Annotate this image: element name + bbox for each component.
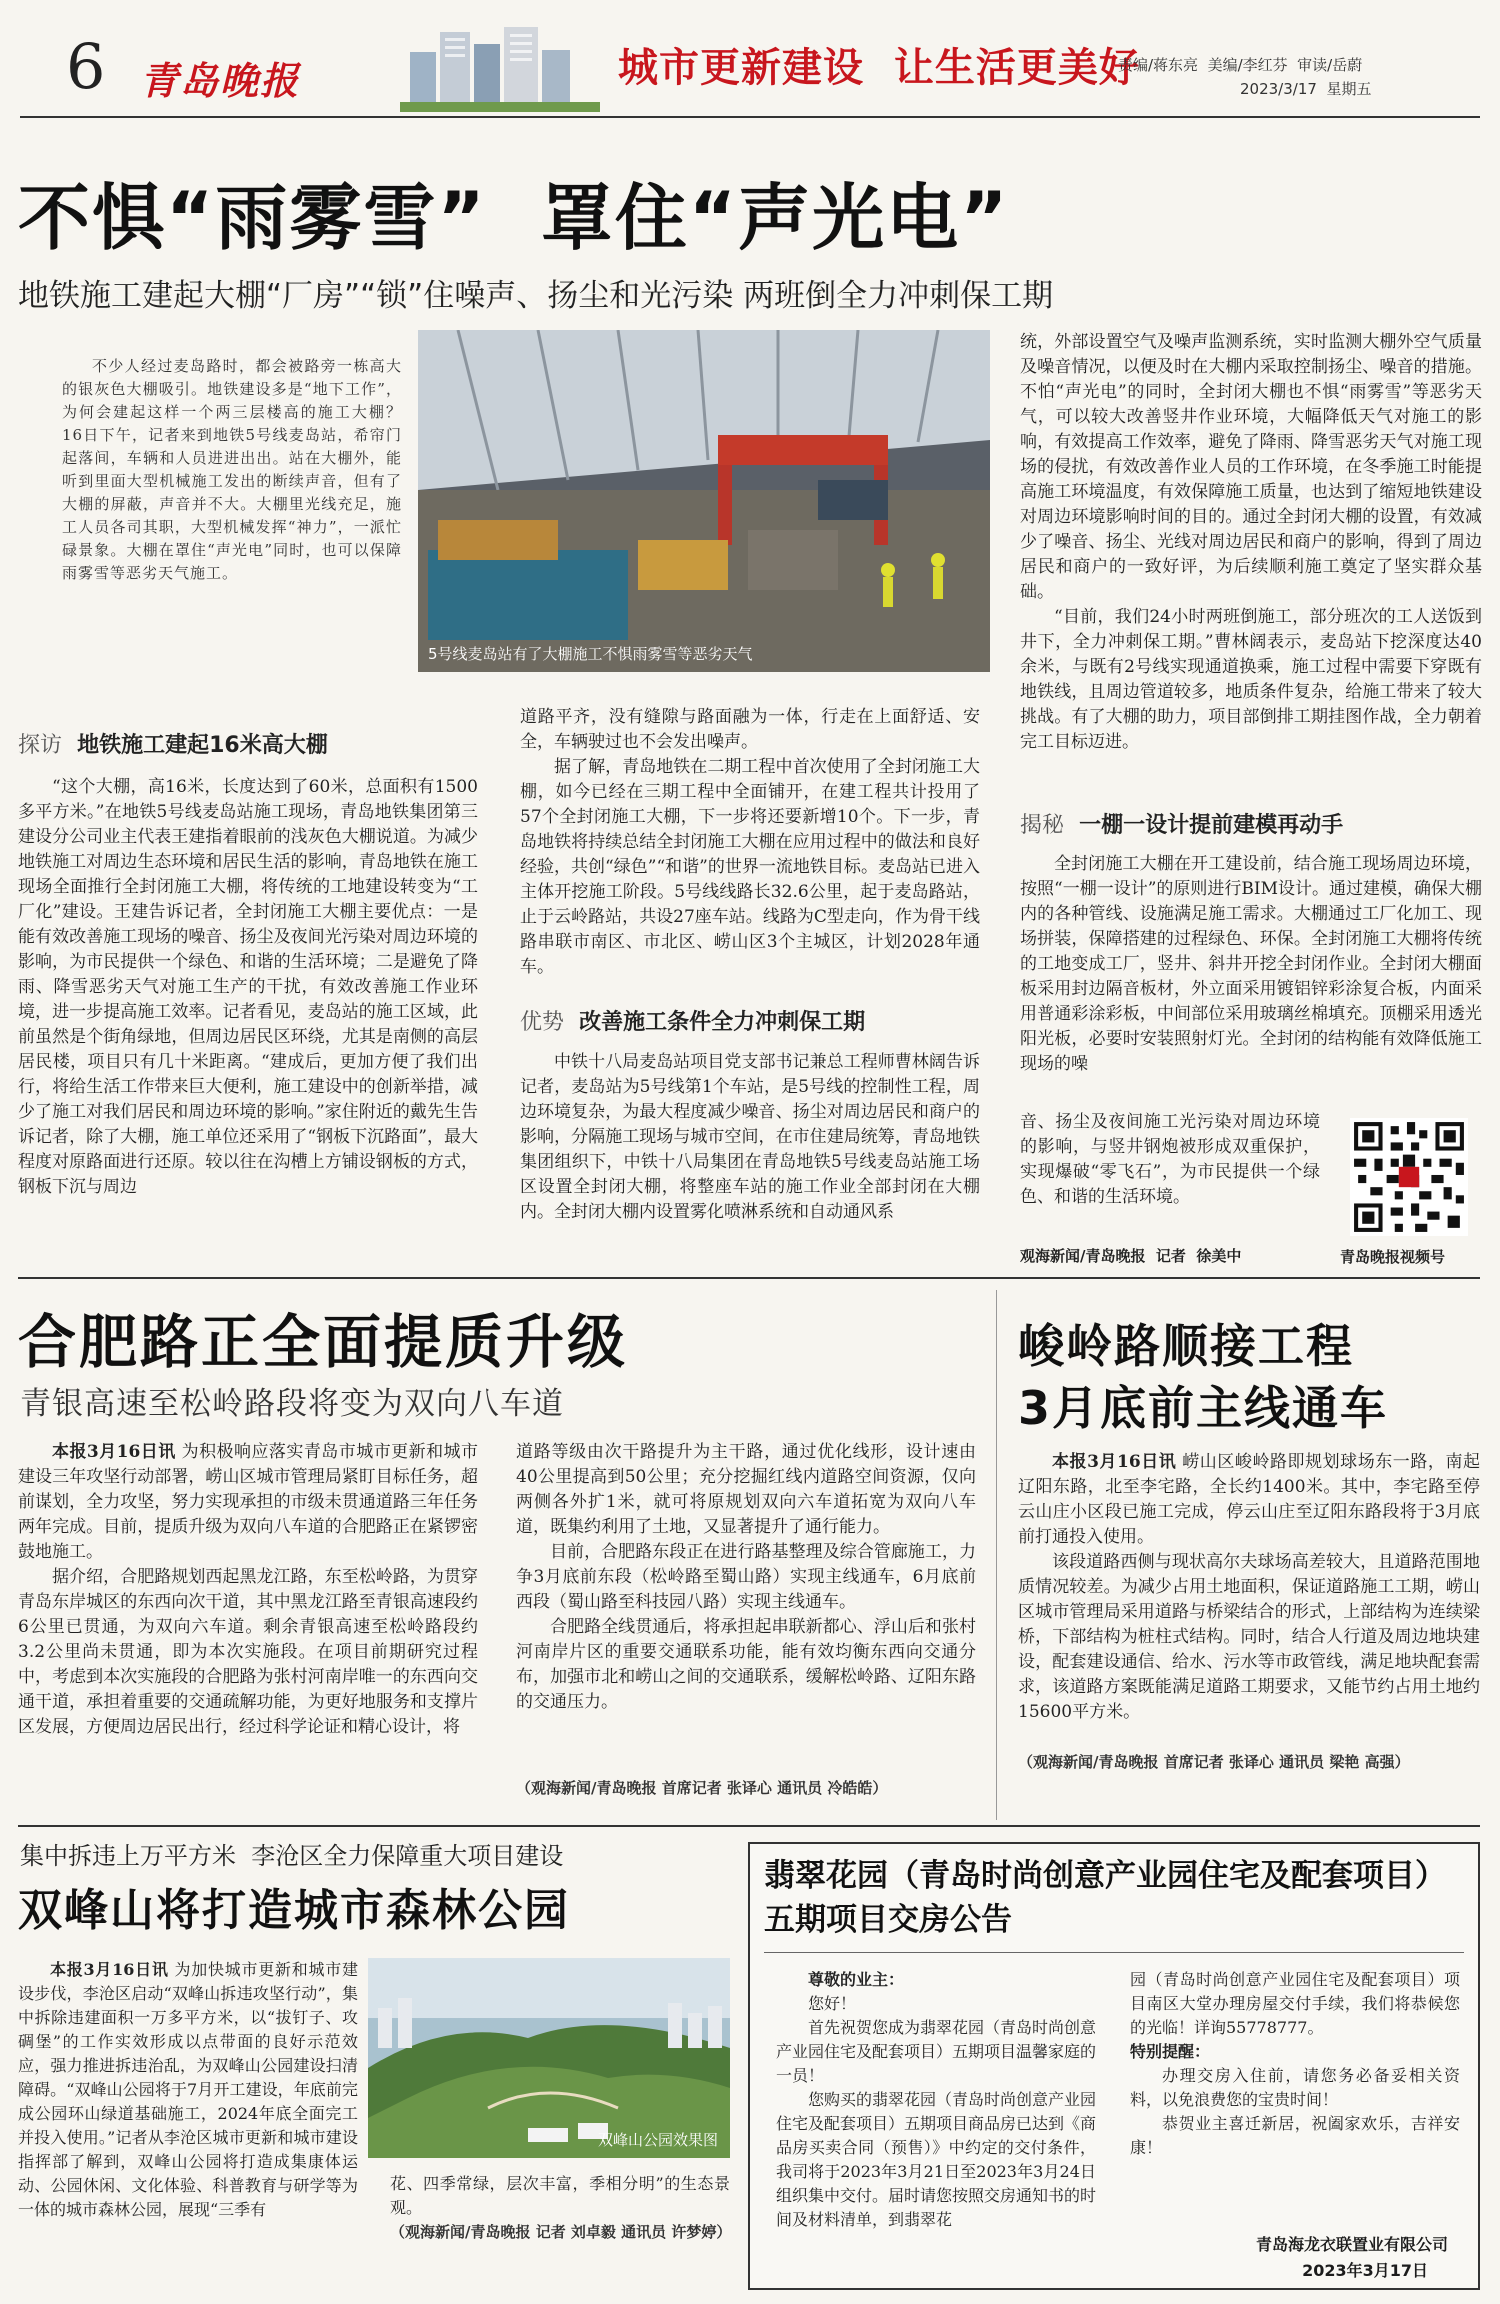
paragraph: 道路平齐，没有缝隙与路面融为一体，行走在上面舒适、安全，车辆驶过也不会发出噪声。 <box>520 707 980 752</box>
qr-caption: 青岛晚报视频号 <box>1340 1248 1446 1266</box>
paragraph: 据介绍，合肥路规划西起黑龙江路，东至松岭路，为贯穿青岛东岸城区的东西向次干道，其中黑龙江路至青银高速段约6公里已贯通，为双向六车道。剩余青银高速至松岭路段约3.2公里尚未贯通，即为本次实施段。在项目前期研究过程中，考虑到本次实施段的合肥路为张村河南岸唯一的东西向交通干道，承担着重要的交通疏解功能，为更好地服务和支撑片区发展，方便周边居民出行，经过科学论证和精心设计，将 <box>18 1567 478 1737</box>
story2-subhead: 青银高速至松岭路段将变为双向八车道 <box>20 1386 564 1422</box>
story1-lead: 不少人经过麦岛路时，都会被路旁一栋高大的银灰色大棚吸引。地铁建设多是“地下工作”，为何会建起这样一个两三层楼高的施工大棚？16日下午，记者来到地铁5号线麦岛站，希帘门起落间，车辆和人员进进出出。站在大棚外，能听到里面大型机械施工发出的断续声音，但有了大棚的屏蔽，声音并不大。大棚里光线充足，施工人员各司其职，大型机械发挥“神力”，一派忙碌景象。大棚在罩住“声光电”同时，也可以保障雨雾雪等恶劣天气施工。 <box>62 357 402 582</box>
story4-kicker: 集中拆违上万平方米 李沧区全力保障重大项目建设 <box>20 1842 564 1870</box>
dateline: 本报3月16日讯 <box>52 1442 176 1462</box>
paragraph: 中铁十八局麦岛站项目党支部书记兼总工程师曹林阔告诉记者，麦岛站为5号线第1个车站，是5号线的控制性工程，周边环境复杂，为最大程度减少噪音、扬尘对周边居民和商户的影响，分隔施工现场与城市空间，在市住建局统筹，青岛地铁集团组织下，中铁十八局集团在青岛地铁5号线麦岛站施工场区设置全封闭大棚，将整座车站的施工作业全部封闭在大棚内。全封闭大棚内设置雾化喷淋系统和自动通风系 <box>520 1052 980 1222</box>
story2-headline: 合肥路正全面提质升级 <box>18 1308 629 1376</box>
paragraph: 道路等级由次干路提升为主干路，通过优化线形，设计速由40公里提高到50公里；充分挖掘红线内道路空间资源，仅向两侧各外扩1米，就可将原规划双向六车道拓宽为双向八车道，既集约利用了土地，又显著提升了通行能力。 <box>516 1442 976 1537</box>
story2-col2 <box>516 1440 976 1778</box>
paragraph: 花、四季常绿，层次丰富，季相分明”的生态景观。 <box>390 2174 730 2217</box>
paragraph: 园（青岛时尚创意产业园住宅及配套项目）项目南区大堂办理房屋交付手续，我们将恭候您的光临！详询55778777。 <box>1130 1970 1460 2037</box>
story4-text <box>18 1958 358 2298</box>
paragraph: “目前，我们24小时两班倒施工，部分班次的工人送饭到井下，全力冲刺保工期。”曹林阔表示，麦岛站下挖深度达40余米，与既有2号线实现通道换乘，施工过程中需要下穿既有地铁线，且周边管道较多，地质条件复杂，给施工带来了较大挑战。有了大棚的助力，项目部倒排工期挂图作战，全力朝着完工目标迈进。 <box>1020 607 1482 752</box>
story1-col3-text-c <box>1020 852 1482 1102</box>
paragraph-text: 为积极响应落实青岛市城市更新和城市建设三年攻坚行动部署，崂山区城市管理局紧盯目标任务，超前谋划，全力攻坚，努力实现承担的市级未贯通道路三年任务两年完成。目前，提质升级为双向八车道的合肥路正在紧锣密鼓地施工。 <box>18 1442 478 1562</box>
story2-byline: （观海新闻/青岛晚报 首席记者 张译心 通讯员 冷皓皓） <box>516 1779 888 1797</box>
notice-title-rule <box>764 1952 1464 1953</box>
masthead <box>0 0 1500 118</box>
paragraph-text: 为加快城市更新和城市建设步伐，李沧区启动“双峰山拆违攻坚行动”，集中拆除违建面积一万多平方米，以“拔钉子、攻碉堡”的工作实效形成以点带面的良好示范效应，强力推进拆违治乱，为双峰山公园建设扫清障碍。“双峰山公园将于7月开工建设，年底前完成公园环山绿道基础施工，2024年底全面完工并投入使用。”记者从李沧区城市更新和城市建设指挥部了解到，双峰山公园将打造成集康体运动、公园休闲、文化体验、科普教育与研学等为一体的城市森林公园，展现“三季有 <box>18 1960 358 2219</box>
paragraph: 办理交房入住前，请您务必备妥相关资料，以免浪费您的宝贵时间！ <box>1130 2066 1460 2109</box>
story1-subhead: 地铁施工建起大棚“厂房”“锁”住噪声、扬尘和光污染 两班倒全力冲刺保工期 <box>18 278 1054 314</box>
section-kicker: 优势 <box>520 1010 565 1035</box>
paragraph: 该段道路西侧与现状高尔夫球场高差较大，且道路范围地质情况较差。为减少占用土地面积，保证道路施工工期，崂山区城市管理局采用道路与桥梁结合的形式，上部结构为连续梁桥，下部结构为桩柱式结构。同时，结合人行道及周边地块建设，配套建设通信、给水、污水等市政管线，满足地块配套需求，该道路方案既能满足道路工期要求，又能节约占用土地约15600平方米。 <box>1018 1552 1480 1722</box>
dateline: 本报3月16日讯 <box>50 1960 169 1979</box>
notice-hello: 您好！ <box>808 1994 857 2013</box>
section-heading-advantage <box>520 1005 865 1036</box>
notice-company: 青岛海龙衣联置业有限公司 <box>1255 2235 1448 2254</box>
dateline: 本报3月16日讯 <box>1052 1452 1177 1472</box>
issue-date: 2023/3/17 星期五 <box>1240 80 1372 98</box>
paragraph: 据了解，青岛地铁在二期工程中首次使用了全封闭施工大棚，如今已经在三期工程中全面铺开，在建工程共计投用了57个全封闭施工大棚，下一步将还要新增10个。下一步，青岛地铁将持续总结全封闭施工大棚在应用过程中的做法和良好经验，共创“绿色”“和谐”的世界一流地铁目标。麦岛站已进入主体开挖施工阶段。5号线线路长32.6公里，起于麦岛路站，止于云岭路站，共设27座车站。线路为C型走向，作为骨干线路串联市南区、市北区、崂山区3个主城区，计划2028年通车。 <box>520 757 980 977</box>
paragraph: 合肥路全线贯通后，将承担起串联新都心、浮山后和张村河南岸片区的重要交通联系功能，能有效均衡东西向交通分布，加强市北和崂山之间的交通联系，缓解松岭路、辽阳东路的交通压力。 <box>516 1617 976 1712</box>
story3-headline-line1: 峻岭路顺接工程 <box>1018 1319 1354 1373</box>
section-kicker: 揭秘 <box>1020 813 1065 838</box>
story1-col3-text <box>1020 330 1482 775</box>
story2-col1 <box>18 1440 478 1805</box>
column-divider <box>996 1290 997 1820</box>
story1-col1-text <box>18 775 478 1255</box>
notice-col1 <box>776 1968 1096 2258</box>
story4-photo <box>368 1958 730 2158</box>
city-skyline-illustration <box>400 22 600 112</box>
divider <box>18 1277 1480 1279</box>
story1-photo <box>418 330 990 672</box>
notice-col2 <box>1130 1968 1460 2160</box>
qr-code-icon[interactable] <box>1350 1118 1468 1236</box>
story1-photo-caption: 5号线麦岛站有了大棚施工不惧雨雾雪等恶劣天气 <box>428 645 753 663</box>
paragraph: 您购买的翡翠花园（青岛时尚创意产业园住宅及配套项目）五期项目商品房已达到《商品房买卖合同（预售）》中约定的交付条件，我司将于2023年3月21日至2023年3月24日组织集中交付。届时请您按照交房通知书的时间及材料清单，到翡翠花 <box>776 2090 1096 2229</box>
park-rendering-photo <box>368 1958 730 2158</box>
paragraph: 首先祝贺您成为翡翠花园（青岛时尚创意产业园住宅及配套项目）五期项目温馨家庭的一员！ <box>776 2018 1096 2085</box>
story3-headline-line2: 3月底前主线通车 <box>1018 1381 1389 1435</box>
story1-headline: 不惧“雨雾雪” 罩住“声光电” <box>18 176 1010 260</box>
story1-col2-text-c <box>520 1050 980 1255</box>
story3-byline: （观海新闻/青岛晚报 首席记者 张译心 通讯员 梁艳 高强） <box>1018 1753 1410 1771</box>
page-number: 6 <box>66 30 106 103</box>
housing-notice-box <box>748 1842 1480 2290</box>
paper-name-logo: 青岛晚报 <box>140 58 301 103</box>
story1-col3-text-d <box>1020 1110 1320 1210</box>
construction-shed-photo <box>418 330 990 672</box>
notice-note-title: 特别提醒： <box>1130 2042 1211 2061</box>
paragraph <box>18 1440 478 1565</box>
paragraph-text: 崂山区峻岭路即规划球场东一路，南起辽阳东路，北至李宅路，全长约1400米。其中，李宅路至停云山庄小区段已施工完成，停云山庄至辽阳东路段将于3月底前打通投入使用。 <box>1018 1452 1480 1547</box>
section-title: 一棚一设计提前建模再动手 <box>1079 813 1344 838</box>
paragraph: 恭贺业主喜迁新居，祝阖家欢乐，吉祥安康！ <box>1130 2114 1460 2157</box>
story1-byline: 观海新闻/青岛晚报 记者 徐美中 <box>1020 1247 1242 1265</box>
story1-col2-text <box>520 705 980 980</box>
notice-greeting: 尊敬的业主： <box>808 1970 905 1989</box>
story4-byline: （观海新闻/青岛晚报 记者 刘卓毅 通讯员 许梦婷） <box>390 2223 732 2241</box>
notice-date: 2023年3月17日 <box>1302 2261 1428 2280</box>
story4-headline: 双峰山将打造城市森林公园 <box>18 1885 570 1936</box>
section-kicker: 探访 <box>18 733 63 758</box>
story3-text <box>1018 1450 1480 1795</box>
section-heading-reveal <box>1020 808 1343 839</box>
story4-text-b <box>390 2172 730 2220</box>
paragraph: 音、扬尘及夜间施工光污染对周边环境的影响，与竖井钢炮被形成双重保护，实现爆破“零飞石”，为市民提供一个绿色、和谐的生活环境。 <box>1020 1112 1320 1207</box>
masthead-rule <box>20 116 1480 118</box>
paragraph <box>1018 1450 1480 1550</box>
paragraph: 目前，合肥路东段正在进行路基整理及综合管廊施工，力争3月底前东段（松岭路至蜀山路）实现主线通车，6月底前西段（蜀山路至科技园八路）实现主线通车。 <box>516 1542 976 1612</box>
editors-credit: 责编/蒋东亮 美编/李红芬 审读/岳蔚 <box>1118 56 1363 74</box>
paragraph: 全封闭施工大棚在开工建设前，结合施工现场周边环境，按照“一棚一设计”的原则进行BIM设计。通过建模，确保大棚内的各种管线、设施满足施工需求。大棚通过工厂化加工、现场拼装，保障搭建的过程绿色、环保。全封闭施工大棚将传统的工地变成工厂，竖井、斜井开挖全封闭作业。全封闭大棚面板采用封边隔音板材，外立面采用镀铝锌彩涂复合板，内面采用普通彩涂彩板，中间部位采用玻璃丝棉填充。顶棚采用透光阳光板，必要时安装照射灯光。全封闭的结构能有效降低施工现场的噪 <box>1020 854 1482 1074</box>
section-heading-explore <box>18 728 328 759</box>
divider <box>18 1825 1480 1827</box>
section-title: 地铁施工建起16米高大棚 <box>77 733 328 758</box>
notice-title: 翡翠花园（青岛时尚创意产业园住宅及配套项目）五期项目交房公告 <box>764 1858 1446 1938</box>
story4-photo-caption: 双峰山公园效果图 <box>597 2131 718 2149</box>
paragraph <box>18 1958 358 2222</box>
section-title: 改善施工条件全力冲刺保工期 <box>579 1010 866 1035</box>
paragraph: 统，外部设置空气及噪声监测系统，实时监测大棚外空气质量及噪音情况，以便及时在大棚内采取控制扬尘、噪音的措施。不怕“声光电”的同时，全封闭大棚也不惧“雨雾雪”等恶劣天气，可以较大改善竖井作业环境，大幅降低天气对施工的影响，有效提高工作效率，避免了降雨、降雪恶劣天气对施工现场的侵扰，有效改善作业人员的工作环境，在冬季施工时能提高施工环境温度，有效保障施工质量，也达到了缩短地铁建设对周边环境影响时间的目的。通过全封闭大棚的设置，有效减少了噪音、扬尘、光线对周边居民和商户的影响，得到了周边居民和商户的一致好评，为后续顺利施工奠定了坚实群众基础。 <box>1020 332 1482 602</box>
paragraph: “这个大棚，高16米，长度达到了60米，总面积有1500多平方米。”在地铁5号线麦岛站施工现场，青岛地铁集团第三建设分公司业主代表王建指着眼前的浅灰色大棚说道。为减少地铁施工对周边生态环境和居民生活的影响，青岛地铁在施工现场全面推行全封闭施工大棚，将传统的工地建设转变为“工厂化”建设。王建告诉记者，全封闭施工大棚主要优点：一是能有效改善施工现场的噪音、扬尘及夜间光污染对周边环境的影响，为市民提供一个绿色、和谐的生活环境；二是避免了降雨、降雪恶劣天气对施工生产的干扰，有效改善施工作业环境，进一步提高施工效率。记者看见，麦岛站的施工区域，此前虽然是个街角绿地，但周边居民区环绕，尤其是南侧的高层居民楼，项目只有几十米距离。“建成后，更加方便了我们出行，将给生活工作带来巨大便利，施工建设中的创新举措，减少了施工对我们居民和周边环境的影响。”家住附近的戴先生告诉记者，除了大棚，施工单位还采用了“钢板下沉路面”，最大程度对原路面进行还原。较以往在沟槽上方铺设钢板的方式，钢板下沉与周边 <box>18 777 478 1197</box>
banner-slogan: 城市更新建设 让生活更美好 <box>618 45 1140 91</box>
